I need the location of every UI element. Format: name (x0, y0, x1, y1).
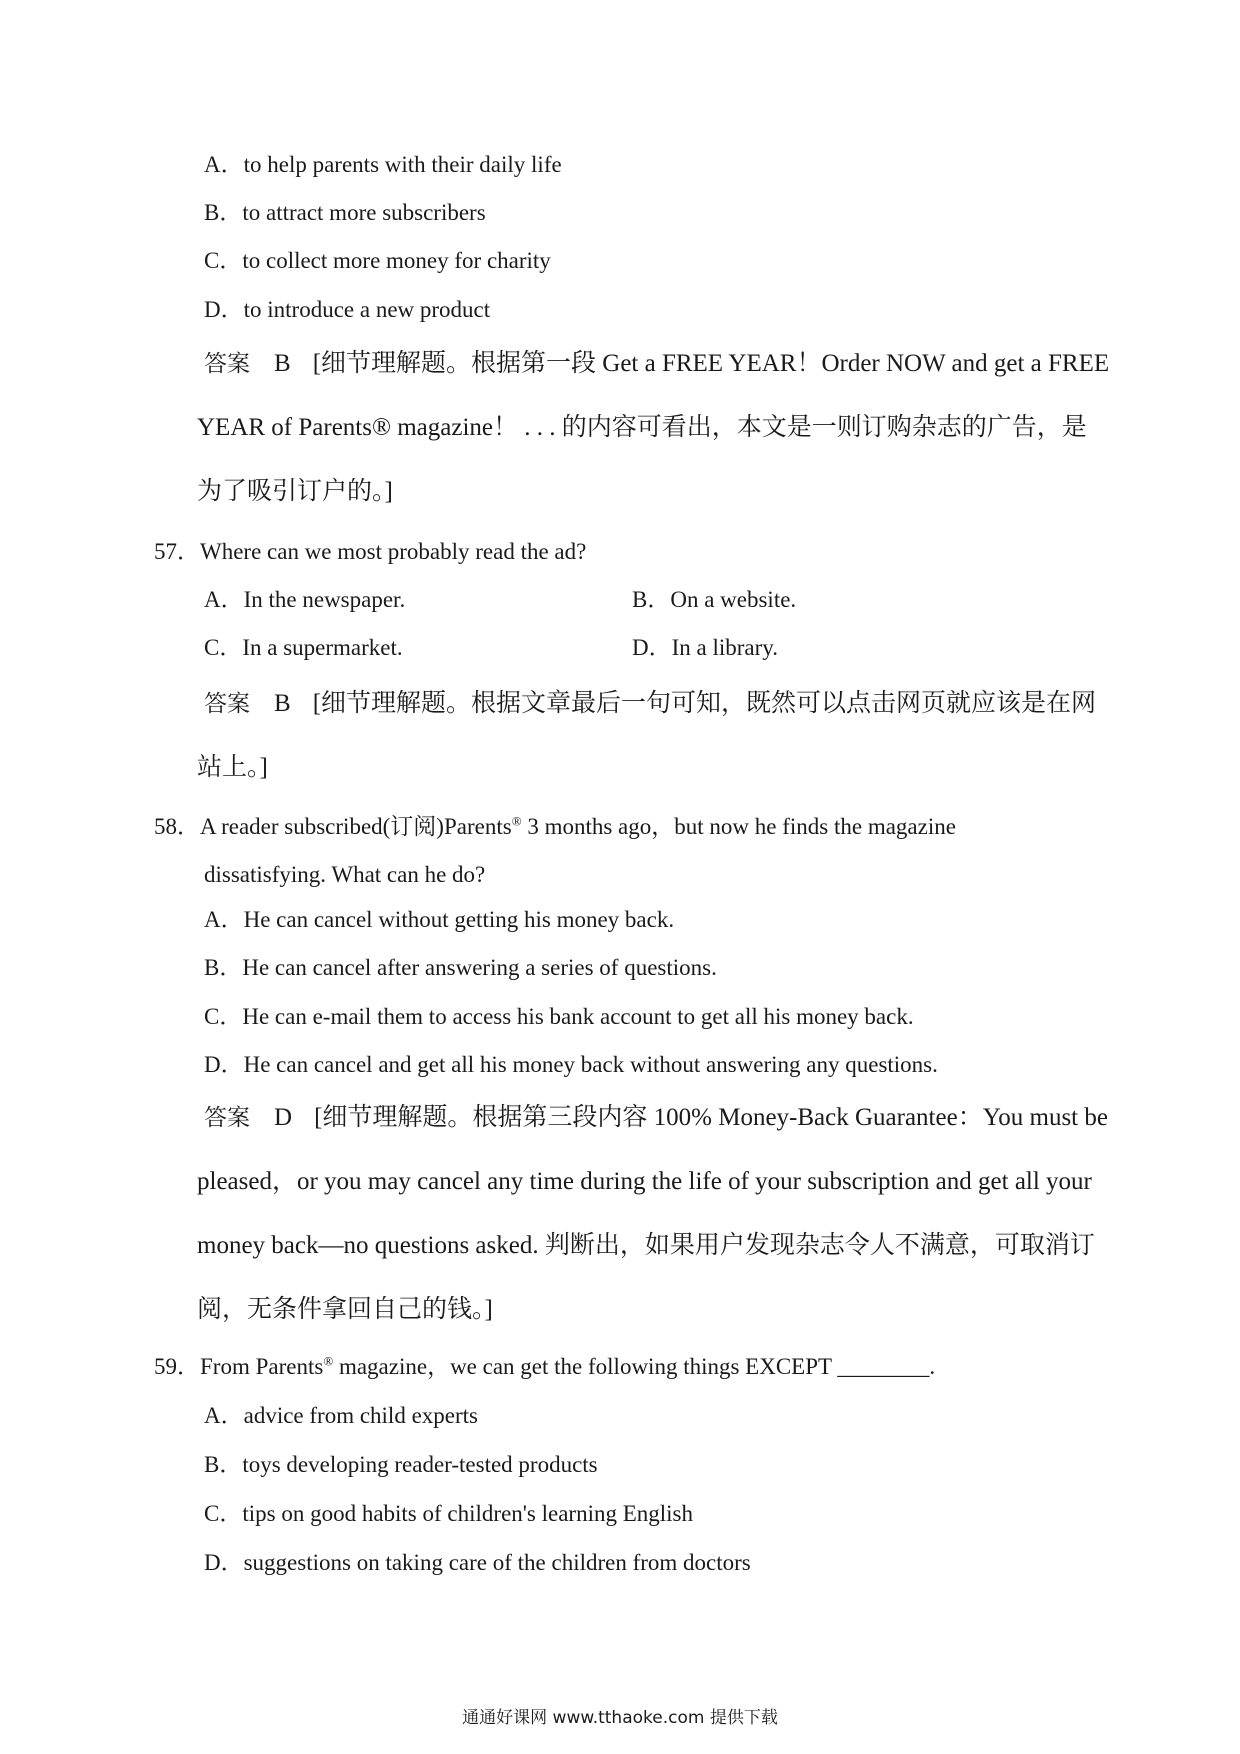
answer-explanation-line: 阅，无条件拿回自己的钱。] (197, 1296, 493, 1323)
q59-option-a: A．advice from child experts (204, 1403, 478, 1428)
q56-option-b: B．to attract more subscribers (204, 200, 486, 225)
registered-mark: ® (511, 813, 522, 829)
q57-option-a: A．In the newspaper. (204, 587, 406, 612)
answer-letter: B (274, 350, 291, 377)
q56-option-d: D．to introduce a new product (204, 297, 491, 322)
q58-stem: 58．A reader subscribed(订阅)Parents® 3 months ago，but now he finds the magazine (154, 813, 956, 839)
q57-option-c: C．In a supermarket. (204, 635, 403, 660)
answer-tag: 答案 (204, 691, 250, 717)
answer-explanation-line: 为了吸引订户的。] (197, 478, 393, 505)
q56-option-a: A．to help parents with their daily life (204, 152, 562, 177)
answer-letter: D (274, 1104, 293, 1131)
q56-answer (204, 348, 1109, 380)
page-footer: 通通好课网 www.tthaoke.com 提供下载 (462, 1708, 778, 1728)
answer-explanation-line: YEAR of Parents® magazine！ . . . 的内容可看出，本文是一则订购杂志的广告，是 (197, 414, 1087, 441)
answer-explanation-line: [细节理解题。根据第一段 Get a FREE YEAR！Order NOW and get a FREE (312, 350, 1110, 377)
answer-explanation-line: pleased，or you may cancel any time during the life of your subscription and get all your (197, 1168, 1092, 1195)
q58-option-b: B．He can cancel after answering a series of questions. (204, 955, 717, 980)
answer-explanation-line: 站上。] (197, 754, 268, 781)
registered-mark: ® (323, 1353, 334, 1369)
q59-option-b: B．toys developing reader-tested products (204, 1452, 598, 1477)
answer-explanation-line: money back—no questions asked. 判断出，如果用户发现杂志令人不满意，可取消订 (197, 1232, 1095, 1259)
q58-option-c: C．He can e-mail them to access his bank account to get all his money back. (204, 1004, 914, 1029)
answer-explanation-line: [细节理解题。根据第三段内容 100% Money-Back Guarantee：You must be (314, 1104, 1108, 1131)
q58-option-a: A．He can cancel without getting his money back. (204, 907, 675, 932)
q57-option-d: D．In a library. (632, 635, 779, 660)
q57-stem: 57．Where can we most probably read the ad? (154, 539, 587, 564)
q57-answer (204, 688, 1096, 720)
q59-option-d: D．suggestions on taking care of the children from doctors (204, 1550, 751, 1575)
q58-option-d: D．He can cancel and get all his money back without answering any questions. (204, 1052, 938, 1077)
answer-explanation-line: [细节理解题。根据文章最后一句可知，既然可以点击网页就应该是在网 (312, 690, 1097, 717)
q56-option-c: C．to collect more money for charity (204, 248, 551, 273)
answer-tag: 答案 (204, 1105, 250, 1131)
answer-tag: 答案 (204, 351, 250, 377)
answer-letter: B (274, 690, 291, 717)
q58-stem-line2: dissatisfying. What can he do? (204, 862, 486, 887)
q59-stem: 59．From Parents® magazine，we can get the following things EXCEPT ________. (154, 1353, 936, 1379)
q57-option-b: B．On a website. (632, 587, 797, 612)
q59-option-c: C．tips on good habits of children's learning English (204, 1501, 694, 1526)
q58-answer (204, 1102, 1108, 1134)
